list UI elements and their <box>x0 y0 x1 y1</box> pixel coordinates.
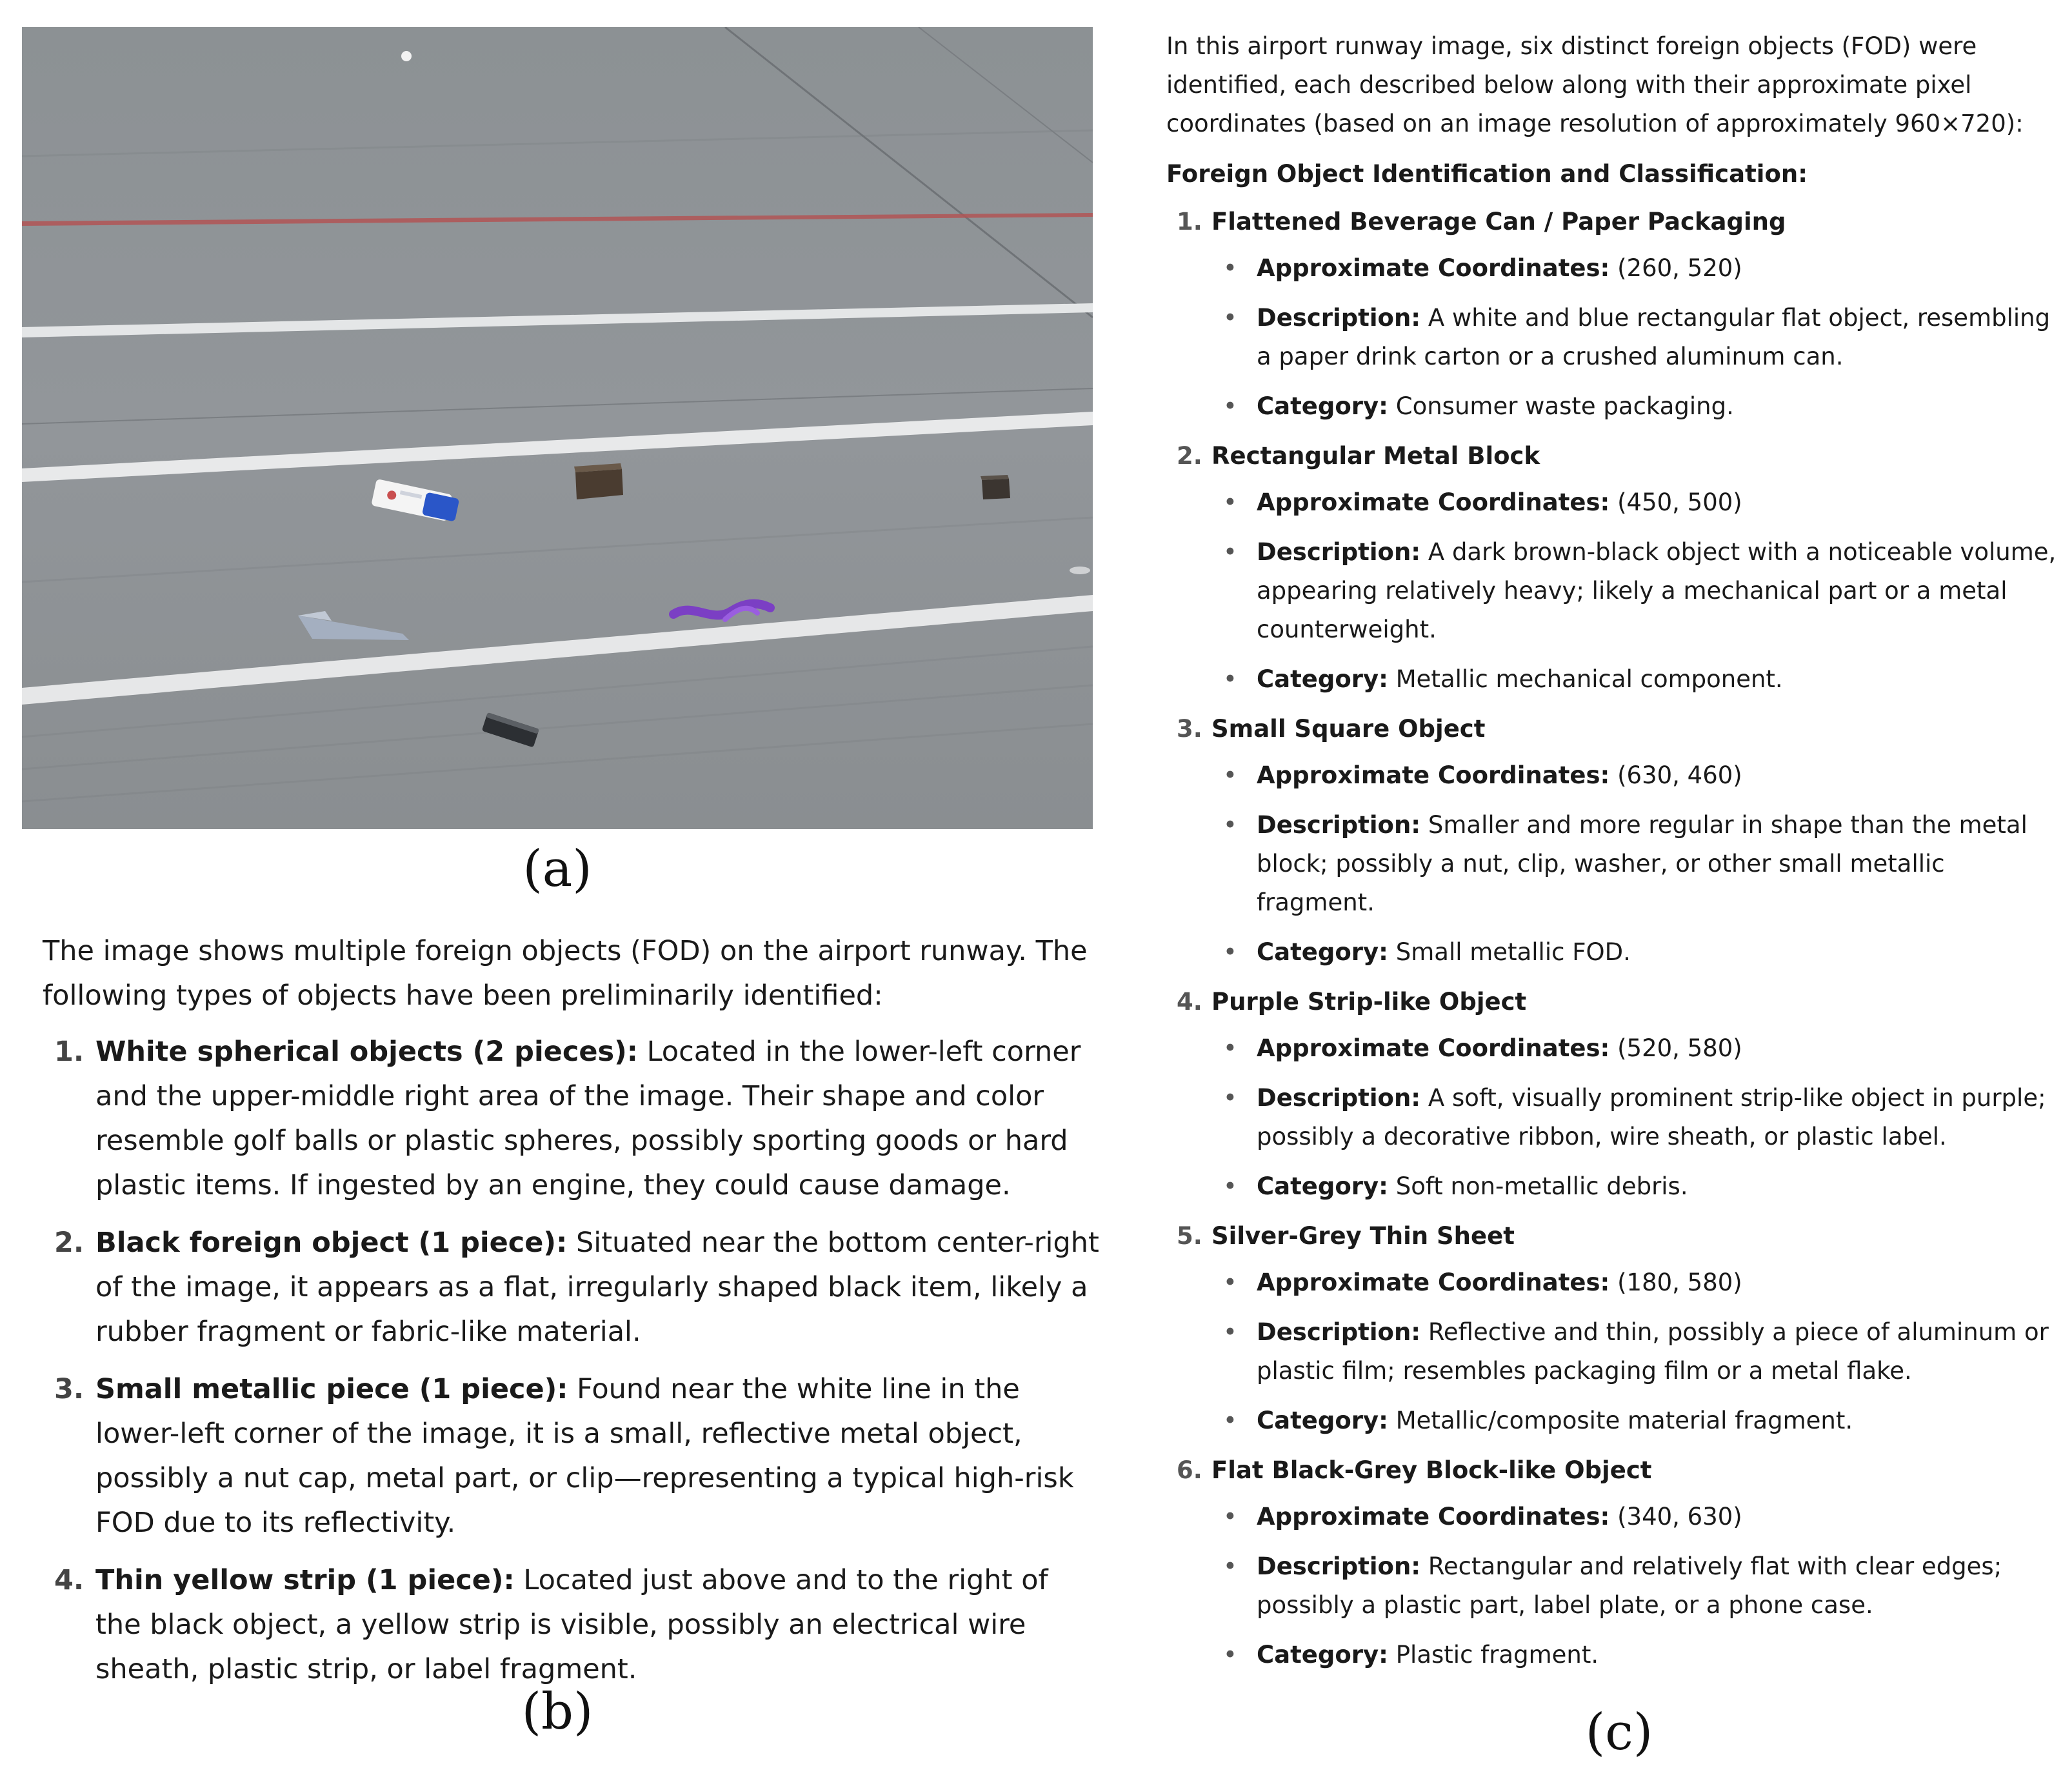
caption-a: (a) <box>523 840 592 898</box>
item-heading: Thin yellow strip (1 piece): <box>95 1564 515 1596</box>
object-entry <box>1166 437 2068 699</box>
object-entry <box>1166 1451 2068 1674</box>
white-sphere-object <box>401 51 412 61</box>
item-number: 4. <box>54 1564 85 1596</box>
object-title <box>1166 1451 2068 1490</box>
object-title-text: Flat Black-Grey Block-like Object <box>1211 1456 1652 1484</box>
small-square-object <box>981 475 1010 499</box>
item-heading: Small metallic piece (1 piece): <box>95 1373 568 1405</box>
detail-cat: • Category: Metallic mechanical component. <box>1223 665 1783 693</box>
object-number: 2. <box>1177 442 1202 470</box>
object-title-text: Small Square Object <box>1211 715 1486 743</box>
object-entry <box>1166 203 2068 426</box>
detail-cat: • Category: Small metallic FOD. <box>1223 938 1631 966</box>
list-item <box>43 1367 1101 1545</box>
detail-cat: • Category: Plastic fragment. <box>1223 1641 1599 1669</box>
caption-b: (b) <box>521 1683 593 1741</box>
object-number: 1. <box>1177 208 1202 236</box>
panel-c-intro: In this airport runway image, six distinct foreign objects (FOD) were identified, each described below along with their approximate pixel coordinates (based on an image resolution of approximately 960×720): <box>1166 32 2024 137</box>
section-title: Foreign Object Identification and Classification: <box>1166 160 1808 188</box>
object-number: 4. <box>1177 988 1202 1016</box>
detail-coords: • Approximate Coordinates: (520, 580) <box>1223 1034 1742 1062</box>
item-heading: Black foreign object (1 piece): <box>95 1227 568 1259</box>
object-entry <box>1166 710 2068 972</box>
object-details <box>1166 756 2068 972</box>
object-entry <box>1166 983 2068 1206</box>
runway-illustration <box>22 27 1093 829</box>
object-number: 3. <box>1177 715 1202 743</box>
object-number: 5. <box>1177 1222 1202 1250</box>
object-details <box>1166 483 2068 699</box>
panel-b-text <box>43 929 1101 1705</box>
detail-coords: • Approximate Coordinates: (630, 460) <box>1223 761 1742 789</box>
detail-coords: • Approximate Coordinates: (260, 520) <box>1223 254 1742 282</box>
object-details <box>1166 249 2068 426</box>
item-text: Found near the white line in the lower-left corner of the image, it is a small, reflective metal object, possibly a nut cap, metal part, or clip—representing a typical high-risk FOD due to its reflectivity. <box>95 1373 1074 1539</box>
object-title <box>1166 710 2068 748</box>
runway-photo <box>22 27 1093 829</box>
metal-block <box>574 463 623 499</box>
item-text: Located just above and to the right of the black object, a yellow strip is visible, possibly an electrical wire sheath, plastic strip, or label fragment. <box>95 1564 1048 1685</box>
object-title-text: Silver-Grey Thin Sheet <box>1211 1222 1515 1250</box>
object-entry <box>1166 1217 2068 1440</box>
object-title <box>1166 203 2068 241</box>
item-number: 1. <box>54 1036 85 1068</box>
detail-desc: • Description: A dark brown-black object with a noticeable volume, appearing relatively heavy; likely a mechanical part or a metal counterweight. <box>1223 538 2057 643</box>
object-title <box>1166 1217 2068 1256</box>
object-title-text: Rectangular Metal Block <box>1211 442 1540 470</box>
object-details <box>1166 1029 2068 1206</box>
object-title-text: Purple Strip-like Object <box>1211 988 1527 1016</box>
detail-coords: • Approximate Coordinates: (340, 630) <box>1223 1503 1742 1531</box>
item-text: Situated near the bottom center-right of the image, it appears as a flat, irregularly shaped black item, likely a rubber fragment or fabric-like material. <box>95 1227 1099 1348</box>
detail-cat: • Category: Soft non-metallic debris. <box>1223 1172 1688 1200</box>
object-title <box>1166 983 2068 1021</box>
item-text: Located in the lower-left corner and the upper-middle right area of the image. Their shape and color resemble golf balls or plastic spheres, possibly sporting goods or hard plastic items. If ingested by an engine, they could cause damage. <box>95 1036 1081 1201</box>
item-heading: White spherical objects (2 pieces): <box>95 1036 638 1068</box>
detail-coords: • Approximate Coordinates: (180, 580) <box>1223 1269 1742 1296</box>
detail-desc: • Description: Rectangular and relatively flat with clear edges; possibly a plastic part, label plate, or a phone case. <box>1223 1552 2002 1619</box>
detail-desc: • Description: A white and blue rectangular flat object, resembling a paper drink carton or a crushed aluminum can. <box>1223 304 2051 370</box>
detail-desc: • Description: A soft, visually prominent strip-like object in purple; possibly a decorative ribbon, wire sheath, or plastic label. <box>1223 1084 2046 1150</box>
list-item <box>43 1221 1101 1354</box>
small-debris <box>1070 567 1090 574</box>
panel-b-list <box>43 1030 1101 1692</box>
detail-coords: • Approximate Coordinates: (450, 500) <box>1223 488 1742 516</box>
detail-cat: • Category: Consumer waste packaging. <box>1223 392 1734 420</box>
list-item <box>43 1030 1101 1208</box>
detail-desc: • Description: Smaller and more regular in shape than the metal block; possibly a nut, clip, washer, or other small metallic fragment. <box>1223 811 2027 916</box>
detail-desc: • Description: Reflective and thin, possibly a piece of aluminum or plastic film; resembles packaging film or a metal flake. <box>1223 1318 2049 1385</box>
detail-cat: • Category: Metallic/composite material fragment. <box>1223 1407 1853 1434</box>
panel-b-intro: The image shows multiple foreign objects (FOD) on the airport runway. The following types of objects have been preliminarily identified: <box>43 935 1088 1012</box>
object-number: 6. <box>1177 1456 1202 1484</box>
list-item <box>43 1558 1101 1692</box>
object-title-text: Flattened Beverage Can / Paper Packaging <box>1211 208 1786 236</box>
object-details <box>1166 1498 2068 1674</box>
item-number: 3. <box>54 1373 85 1405</box>
object-title <box>1166 437 2068 476</box>
object-details <box>1166 1263 2068 1440</box>
caption-c: (c) <box>1585 1703 1653 1762</box>
panel-c-text <box>1166 27 2068 1685</box>
item-number: 2. <box>54 1227 85 1259</box>
